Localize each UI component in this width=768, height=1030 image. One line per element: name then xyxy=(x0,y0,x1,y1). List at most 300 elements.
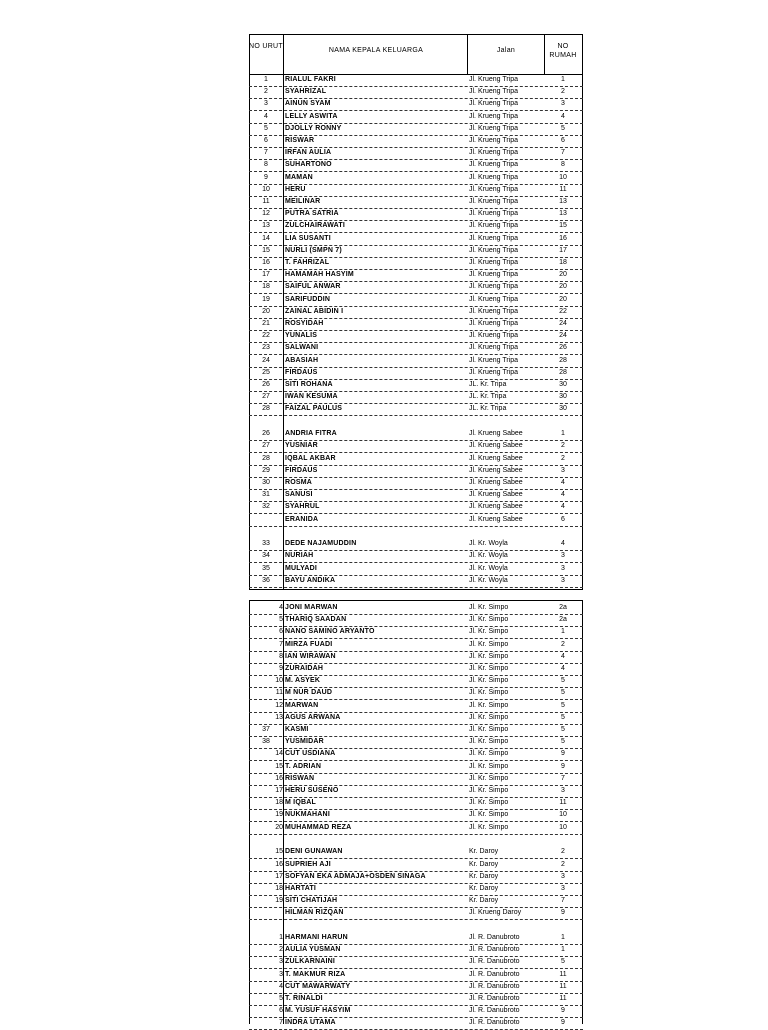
cell-jalan: Jl. Kr. Simpo xyxy=(469,713,509,721)
cell-jalan: JL. Kr. Tripa xyxy=(469,405,507,413)
cell-no-rumah: 11 xyxy=(559,799,567,807)
cell-no: 30 xyxy=(262,478,270,486)
cell-jalan: Jl. Krueng Tripa xyxy=(469,246,519,254)
cell-no: 33 xyxy=(262,540,270,548)
cell-jalan: Jl. Krueng Tripa xyxy=(469,149,519,157)
cell-nama: HILMAN RIZQAN xyxy=(285,909,344,917)
column-divider xyxy=(467,34,468,74)
table-row xyxy=(249,257,583,270)
cell-nama: M NUR DAUD xyxy=(285,689,333,697)
cell-jalan: Kr. Daroy xyxy=(469,872,499,880)
cell-jalan: Jl. Krueng Sabee xyxy=(469,430,523,438)
cell-no: 32 xyxy=(262,503,270,511)
header-no-rumah: NO RUMAH xyxy=(549,43,577,59)
cell-no: 3 xyxy=(279,970,283,978)
cell-no-rumah: 3 xyxy=(561,466,565,474)
cell-nama: M. ASYEK xyxy=(285,677,321,685)
cell-jalan: Jl. R. Danubroto xyxy=(469,958,520,966)
cell-no-rumah: 30 xyxy=(559,381,567,388)
cell-jalan: Jl. Krueng Tripa xyxy=(469,137,519,144)
cell-nama: YUNALIS xyxy=(285,332,318,340)
cell-jalan: JL. Kr. Tripa xyxy=(469,393,507,401)
cell-no-rumah: 1 xyxy=(561,76,565,83)
cell-nama: SARIFUDDIN xyxy=(285,295,331,303)
cell-nama: T. MAKMUR RIZA xyxy=(285,970,346,978)
cell-nama: HERU xyxy=(285,185,306,193)
table-row xyxy=(249,981,583,994)
cell-jalan: Jl. Kr. Simpo xyxy=(469,677,509,685)
cell-no: 12 xyxy=(275,701,283,709)
cell-jalan: Jl. Krueng Tripa xyxy=(469,100,519,108)
table-row xyxy=(249,379,583,392)
table-row xyxy=(249,785,583,798)
cell-nama: T. FAHRIZAL xyxy=(285,259,330,266)
table-row xyxy=(249,639,583,652)
table-row xyxy=(249,687,583,700)
cell-no: 4 xyxy=(264,112,268,120)
cell-nama: HARTATI xyxy=(285,884,317,892)
table-row xyxy=(249,330,583,343)
cell-no: 1 xyxy=(279,934,283,941)
cell-nama: FAIZAL PAULUS xyxy=(285,405,343,413)
cell-jalan: Jl. Krueng Sabee xyxy=(469,515,523,523)
cell-no-rumah: 22 xyxy=(559,307,567,315)
cell-no: 3 xyxy=(264,100,268,108)
cell-no: 2 xyxy=(279,946,283,954)
cell-jalan: Jl. Kr. Simpo xyxy=(469,811,509,819)
table-row xyxy=(249,403,583,416)
cell-no-rumah: 10 xyxy=(559,811,567,819)
cell-no: 27 xyxy=(262,442,270,450)
cell-nama: ZULKARNAINI xyxy=(285,958,336,966)
cell-jalan: Jl. Kr. Simpo xyxy=(469,701,509,709)
cell-no: 17 xyxy=(275,872,283,880)
cell-no-rumah: 3 xyxy=(561,552,565,560)
cell-nama: IQBAL AKBAR xyxy=(285,454,336,462)
cell-no: 23 xyxy=(262,344,270,352)
cell-no-rumah: 4 xyxy=(561,112,565,120)
cell-nama: IRFAN AULIA xyxy=(285,149,332,157)
cell-jalan: Jl. Krueng Tripa xyxy=(469,222,519,230)
cell-jalan: Jl. Kr. Simpo xyxy=(469,726,509,733)
cell-no-rumah: 5 xyxy=(561,738,565,746)
cell-no-rumah: 4 xyxy=(561,540,565,548)
cell-no-rumah: 3 xyxy=(561,576,565,584)
table-row xyxy=(249,575,583,588)
table-row xyxy=(249,809,583,822)
cell-no-rumah: 9 xyxy=(561,909,565,917)
cell-no: 11 xyxy=(275,689,283,697)
cell-jalan: Jl. Krueng Tripa xyxy=(469,307,519,315)
cell-jalan: Jl. Krueng Tripa xyxy=(469,234,519,242)
cell-nama: T. ADRIAN xyxy=(285,762,322,770)
cell-jalan: Jl. Kr. Simpo xyxy=(469,762,509,770)
cell-no-rumah: 7 xyxy=(561,149,565,157)
cell-jalan: Jl. Kr. Simpo xyxy=(469,689,509,697)
cell-no: 27 xyxy=(262,393,270,401)
cell-no-rumah: 10 xyxy=(559,823,567,831)
table-row xyxy=(249,993,583,1006)
table-row xyxy=(249,614,583,627)
table-row xyxy=(249,563,583,576)
cell-no-rumah: 2a xyxy=(559,616,567,624)
cell-jalan: Kr. Daroy xyxy=(469,884,499,892)
cell-no: 17 xyxy=(275,787,283,794)
cell-nama: SANUSI xyxy=(285,491,313,499)
column-divider xyxy=(283,600,284,1024)
cell-nama: MAMAN xyxy=(285,173,313,181)
table-row xyxy=(249,367,583,380)
cell-nama: CUT MAWARWATY xyxy=(285,982,351,990)
table-row xyxy=(249,391,583,404)
cell-jalan: Jl. R. Danubroto xyxy=(469,982,520,990)
cell-jalan: Jl. Kr. Woyla xyxy=(469,576,508,584)
cell-jalan: Jl. Kr. Simpo xyxy=(469,799,509,807)
cell-nama: SUHARTONO xyxy=(285,161,332,169)
cell-jalan: Kr. Daroy xyxy=(469,848,499,856)
cell-nama: NUKMAHANI xyxy=(285,811,330,819)
cell-no: 35 xyxy=(262,564,270,572)
cell-no: 7 xyxy=(279,640,283,648)
cell-nama: SYAHRIZAL xyxy=(285,88,327,96)
cell-jalan: Jl. Krueng Tripa xyxy=(469,332,519,340)
cell-jalan: Jl. Krueng Tripa xyxy=(469,271,519,279)
cell-jalan: Jl. Kr. Simpo xyxy=(469,738,509,746)
cell-jalan: Jl. Kr. Simpo xyxy=(469,652,509,660)
cell-no-rumah: 9 xyxy=(561,1019,565,1027)
cell-nama: LELLY ASWITA xyxy=(285,112,338,120)
cell-no: 9 xyxy=(264,173,268,181)
cell-no-rumah: 9 xyxy=(561,762,565,770)
cell-jalan: Jl. Kr. Simpo xyxy=(469,774,509,782)
cell-jalan: Jl. Kr. Simpo xyxy=(469,604,509,611)
cell-no-rumah: 30 xyxy=(559,405,567,413)
cell-jalan: JL. Kr. Tripa xyxy=(469,381,507,388)
cell-jalan: Jl. Krueng Tripa xyxy=(469,185,519,193)
cell-jalan: Jl. Krueng Sabee xyxy=(469,466,523,474)
cell-nama: RISWAR xyxy=(285,137,315,144)
table-row xyxy=(249,428,583,441)
cell-no: 15 xyxy=(275,762,283,770)
cell-jalan: Jl. Kr. Simpo xyxy=(469,640,509,648)
cell-no-rumah: 30 xyxy=(559,393,567,401)
cell-no-rumah: 13 xyxy=(559,210,567,218)
cell-no-rumah: 20 xyxy=(559,295,567,303)
cell-no: 15 xyxy=(262,246,270,254)
cell-nama: ROSMA xyxy=(285,478,313,486)
cell-nama: LIA SUSANTI xyxy=(285,234,331,242)
cell-jalan: Jl. Krueng Tripa xyxy=(469,356,519,364)
table-row xyxy=(249,294,583,307)
cell-no-rumah: 5 xyxy=(561,713,565,721)
cell-jalan: Jl. R. Danubroto xyxy=(469,995,520,1002)
cell-no-rumah: 16 xyxy=(559,234,567,242)
table-row xyxy=(249,245,583,258)
table-row xyxy=(249,550,583,563)
cell-no-rumah: 11 xyxy=(559,982,567,990)
cell-no-rumah: 9 xyxy=(561,750,565,758)
cell-jalan: Jl. Kr. Simpo xyxy=(469,616,509,624)
cell-no: 28 xyxy=(262,454,270,462)
cell-jalan: Jl. Kr. Woyla xyxy=(469,540,508,548)
column-divider xyxy=(544,34,545,74)
cell-nama: BAYU ANDIKA xyxy=(285,576,336,584)
cell-jalan: Jl. R. Danubroto xyxy=(469,934,520,941)
cell-no-rumah: 15 xyxy=(559,222,567,230)
cell-no: 3 xyxy=(279,958,283,966)
cell-no-rumah: 1 xyxy=(561,430,565,438)
cell-no-rumah: 5 xyxy=(561,677,565,685)
cell-jalan: Jl. Krueng Tripa xyxy=(469,283,519,291)
table-row xyxy=(249,123,583,136)
cell-no-rumah: 20 xyxy=(559,271,567,279)
cell-jalan: Jl. Krueng Sabee xyxy=(469,503,523,511)
table-row xyxy=(249,111,583,124)
cell-no: 6 xyxy=(279,1007,283,1015)
cell-no-rumah: 2 xyxy=(561,442,565,450)
cell-nama: THARIQ SAADAN xyxy=(285,616,347,624)
cell-jalan: Jl. Krueng Sabee xyxy=(469,442,523,450)
cell-nama: JONI MARWAN xyxy=(285,604,338,611)
cell-no: 34 xyxy=(262,552,270,560)
cell-no-rumah: 5 xyxy=(561,958,565,966)
cell-nama: SOFYAN EKA ADMAJA+OSDEN SINAGA xyxy=(285,872,426,880)
cell-no-rumah: 2 xyxy=(561,640,565,648)
table-row xyxy=(249,355,583,368)
cell-jalan: Jl. Krueng Tripa xyxy=(469,344,519,352)
cell-no-rumah: 4 xyxy=(561,478,565,486)
cell-no: 10 xyxy=(262,185,270,193)
cell-nama: M. YUSUF HASYIM xyxy=(285,1007,351,1015)
cell-jalan: Jl. Kr. Simpo xyxy=(469,787,509,794)
table-row xyxy=(249,453,583,466)
table-row xyxy=(249,74,583,87)
cell-jalan: Jl. Krueng Daroy xyxy=(469,909,522,917)
cell-no-rumah: 3 xyxy=(561,884,565,892)
cell-jalan: Jl. Krueng Tripa xyxy=(469,124,519,132)
table-row xyxy=(249,184,583,197)
cell-no-rumah: 11 xyxy=(559,995,567,1002)
cell-no: 4 xyxy=(279,982,283,990)
cell-no-rumah: 7 xyxy=(561,897,565,905)
cell-no-rumah: 9 xyxy=(561,1007,565,1015)
cell-no: 19 xyxy=(275,811,283,819)
cell-no-rumah: 5 xyxy=(561,689,565,697)
header-jalan: Jalan xyxy=(496,47,516,54)
cell-jalan: Jl. Krueng Tripa xyxy=(469,368,519,376)
cell-jalan: Jl. Kr. Simpo xyxy=(469,628,509,636)
table-row xyxy=(249,465,583,478)
cell-nama: IWAN KESUMA xyxy=(285,393,338,401)
table-row xyxy=(249,538,583,551)
table-row xyxy=(249,907,583,920)
table-row xyxy=(249,172,583,185)
cell-no-rumah: 13 xyxy=(559,198,567,205)
cell-no: 19 xyxy=(275,897,283,905)
cell-nama: NURLI (SMPN 7) xyxy=(285,246,342,254)
cell-no-rumah: 5 xyxy=(561,701,565,709)
cell-nama: ZULCHAIRAWATI xyxy=(285,222,346,230)
cell-nama: DJOLLY RONNY xyxy=(285,124,342,132)
cell-no-rumah: 1 xyxy=(561,946,565,954)
cell-no: 17 xyxy=(262,271,270,279)
cell-jalan: Jl. Krueng Sabee xyxy=(469,478,523,486)
cell-no: 24 xyxy=(262,356,270,364)
cell-jalan: Jl. Krueng Tripa xyxy=(469,198,519,205)
table-row xyxy=(249,602,583,615)
cell-no: 14 xyxy=(262,234,270,242)
cell-no-rumah: 4 xyxy=(561,652,565,660)
cell-nama: RISWAN xyxy=(285,774,315,782)
cell-no-rumah: 6 xyxy=(561,137,565,144)
cell-no: 20 xyxy=(275,823,283,831)
cell-no-rumah: 5 xyxy=(561,124,565,132)
table-row xyxy=(249,724,583,737)
cell-jalan: Jl. Kr. Simpo xyxy=(469,665,509,672)
cell-nama: ROSYIDAH xyxy=(285,320,324,327)
cell-no: 16 xyxy=(275,774,283,782)
table-row xyxy=(249,736,583,749)
cell-no-rumah: 5 xyxy=(561,726,565,733)
header-no-urut: NO URUT xyxy=(249,43,283,50)
cell-nama: CUT USDIANA xyxy=(285,750,336,758)
cell-no: 19 xyxy=(262,295,270,303)
cell-nama: AULIA YUSMAN xyxy=(285,946,341,954)
cell-jalan: Jl. Krueng Tripa xyxy=(469,295,519,303)
table-row xyxy=(249,98,583,111)
cell-no-rumah: 3 xyxy=(561,872,565,880)
cell-no: 25 xyxy=(262,368,270,376)
cell-no-rumah: 2 xyxy=(561,88,565,96)
cell-nama: ERANIDA xyxy=(285,515,319,523)
cell-no-rumah: 4 xyxy=(561,491,565,499)
cell-jalan: Jl. Krueng Sabee xyxy=(469,491,523,499)
cell-no: 18 xyxy=(275,799,283,807)
table-row xyxy=(249,675,583,688)
cell-no: 5 xyxy=(279,616,283,624)
cell-no-rumah: 4 xyxy=(561,503,565,511)
table-row xyxy=(249,159,583,172)
cell-no: 37 xyxy=(262,726,270,733)
cell-no-rumah: 20 xyxy=(559,283,567,291)
cell-nama: MIRZA FUADI xyxy=(285,640,333,648)
table-row xyxy=(249,944,583,957)
cell-nama: HAMAMAH HASYIM xyxy=(285,271,354,279)
cell-jalan: Jl. R. Danubroto xyxy=(469,1007,520,1015)
cell-nama: DENI GUNAWAN xyxy=(285,848,343,856)
cell-no-rumah: 24 xyxy=(559,332,567,340)
cell-nama: ANDRIA FITRA xyxy=(285,430,337,438)
cell-no-rumah: 11 xyxy=(559,185,567,193)
cell-nama: AINUN SYAM xyxy=(285,100,331,108)
cell-jalan: Jl. Krueng Tripa xyxy=(469,210,519,218)
cell-no: 38 xyxy=(262,738,270,746)
table-row xyxy=(249,846,583,859)
cell-nama: YUSMIDAR xyxy=(285,738,324,746)
cell-no: 2 xyxy=(264,88,268,96)
table-row xyxy=(249,956,583,969)
table-row xyxy=(249,651,583,664)
table-row xyxy=(249,663,583,676)
cell-no: 31 xyxy=(262,491,270,499)
table-row xyxy=(249,797,583,810)
table-header xyxy=(249,34,583,75)
cell-no: 10 xyxy=(275,677,283,685)
cell-no: 26 xyxy=(262,381,270,388)
cell-no: 29 xyxy=(262,466,270,474)
cell-nama: NANO SAMINO ARYANTO xyxy=(285,628,375,636)
header-nama: NAMA KEPALA KELUARGA xyxy=(328,47,424,54)
table-row xyxy=(249,859,583,872)
cell-no: 16 xyxy=(275,860,283,868)
cell-nama: SYAHRUL xyxy=(285,503,320,511)
table-row xyxy=(249,748,583,761)
cell-nama: AGUS ARWANA xyxy=(285,713,341,721)
cell-no: 28 xyxy=(262,405,270,413)
cell-no: 20 xyxy=(262,307,270,315)
cell-no-rumah: 18 xyxy=(559,259,567,266)
cell-no: 13 xyxy=(275,713,283,721)
cell-jalan: Jl. Krueng Tripa xyxy=(469,259,519,266)
cell-nama: KASMI xyxy=(285,726,309,733)
cell-jalan: Jl. R. Danubroto xyxy=(469,1019,520,1027)
cell-jalan: Kr. Daroy xyxy=(469,860,499,868)
cell-nama: SALWANI xyxy=(285,344,319,352)
cell-no-rumah: 11 xyxy=(559,970,567,978)
cell-no-rumah: 2 xyxy=(561,860,565,868)
cell-nama: ZAINAL ABIDIN I xyxy=(285,307,344,315)
table-row xyxy=(249,342,583,355)
cell-no-rumah: 1 xyxy=(561,934,565,941)
cell-jalan: Jl. R. Danubroto xyxy=(469,946,520,954)
cell-no-rumah: 4 xyxy=(561,665,565,672)
cell-jalan: Jl. Krueng Sabee xyxy=(469,454,523,462)
cell-nama: YUSNIAR xyxy=(285,442,318,450)
cell-no-rumah: 28 xyxy=(559,356,567,364)
cell-nama: ABASIAH xyxy=(285,356,319,364)
table-row xyxy=(249,281,583,294)
table-row xyxy=(249,822,583,835)
cell-nama: HARMANI HARUN xyxy=(285,934,348,941)
cell-no: 1 xyxy=(264,76,268,83)
cell-no: 5 xyxy=(279,995,283,1002)
cell-no: 7 xyxy=(264,149,268,157)
table-row xyxy=(249,135,583,148)
cell-nama: MARWAN xyxy=(285,701,319,709)
table-row xyxy=(249,626,583,639)
table-row xyxy=(249,196,583,209)
cell-nama: NURIAH xyxy=(285,552,314,560)
cell-no: 8 xyxy=(264,161,268,169)
cell-jalan: Jl. Krueng Tripa xyxy=(469,76,519,83)
cell-nama: INDRA UTAMA xyxy=(285,1019,336,1027)
cell-no: 22 xyxy=(262,332,270,340)
cell-no: 18 xyxy=(262,283,270,291)
table-row xyxy=(249,501,583,514)
cell-nama: SITI ROHANA xyxy=(285,381,333,388)
table-row xyxy=(249,514,583,527)
cell-nama: IAN WIRAWAN xyxy=(285,652,336,660)
cell-jalan: Jl. Krueng Tripa xyxy=(469,112,519,120)
cell-no: 6 xyxy=(264,137,268,144)
cell-no-rumah: 2 xyxy=(561,848,565,856)
cell-no-rumah: 10 xyxy=(559,173,567,181)
table-row xyxy=(249,477,583,490)
cell-no: 11 xyxy=(262,198,270,205)
cell-nama: FIRDAUS xyxy=(285,466,318,474)
table-row xyxy=(249,318,583,331)
table-row xyxy=(249,761,583,774)
